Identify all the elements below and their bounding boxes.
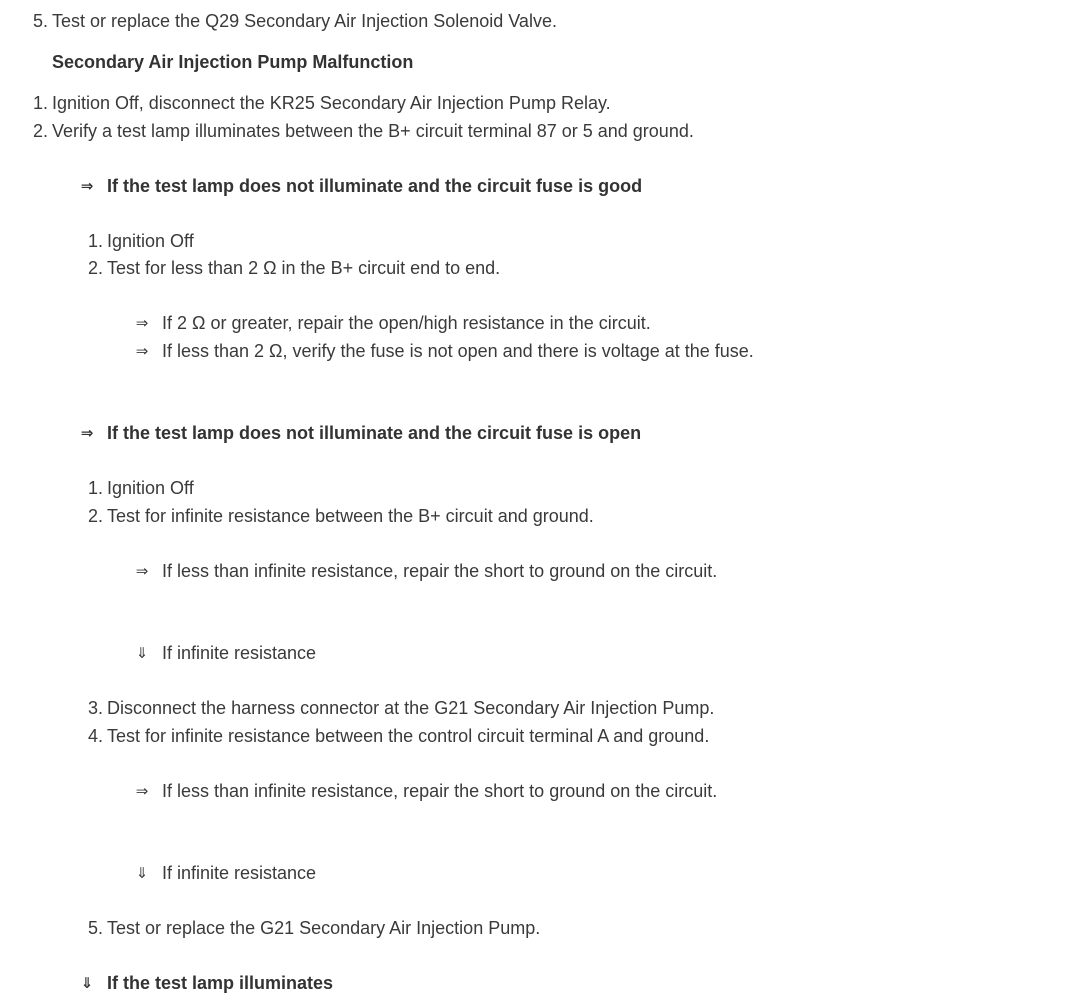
step-text: Verify a test lamp illuminates between the B+ circuit terminal 87 or 5 and ground. (52, 121, 694, 141)
down-arrow-icon: ⇓ (135, 644, 149, 662)
step-number: 3. (87, 698, 103, 718)
result-text: If less than infinite resistance, repair the short to ground on the circuit. (162, 781, 718, 801)
step-text: Disconnect the harness connector at the G21 Secondary Air Injection Pump. (107, 698, 715, 718)
right-arrow-icon: ⇒ (135, 314, 149, 332)
down-arrow-icon: ⇓ (80, 974, 94, 992)
down-arrow-icon: ⇓ (135, 864, 149, 882)
step-number: 5. (87, 918, 103, 938)
right-arrow-icon: ⇒ (135, 782, 149, 800)
step-number: 2. (32, 121, 48, 141)
section-heading: Secondary Air Injection Pump Malfunction (52, 52, 414, 72)
step-number: 4. (87, 726, 103, 746)
step-number: 1. (32, 93, 48, 113)
step-number: 1. (87, 231, 103, 251)
step-text: Test for infinite resistance between the B+ circuit and ground. (107, 506, 594, 526)
step-text: Ignition Off, disconnect the KR25 Secondary Air Injection Pump Relay. (52, 93, 611, 113)
branch-text: If the test lamp illuminates (107, 973, 334, 993)
step-number: 2. (87, 506, 103, 526)
step-text: Test or replace the Q29 Secondary Air Injection Solenoid Valve. (52, 11, 557, 31)
continue-text: If infinite resistance (162, 863, 317, 883)
right-arrow-icon: ⇒ (80, 177, 94, 195)
branch-text: If the test lamp does not illuminate and the circuit fuse is good (107, 176, 643, 196)
step-number: 1. (87, 478, 103, 498)
step-number: 2. (87, 258, 103, 278)
step-number: 5. (32, 11, 48, 31)
right-arrow-icon: ⇒ (135, 342, 149, 360)
right-arrow-icon: ⇒ (135, 562, 149, 580)
step-text: Ignition Off (107, 478, 194, 498)
step-text: Test or replace the G21 Secondary Air Injection Pump. (107, 918, 541, 938)
result-text: If less than infinite resistance, repair the short to ground on the circuit. (162, 561, 718, 581)
result-text: If 2 Ω or greater, repair the open/high resistance in the circuit. (162, 313, 651, 333)
branch-text: If the test lamp does not illuminate and the circuit fuse is open (107, 423, 642, 443)
result-text: If less than 2 Ω, verify the fuse is not open and there is voltage at the fuse. (162, 341, 754, 361)
step-text: Test for infinite resistance between the control circuit terminal A and ground. (107, 726, 710, 746)
step-text: Test for less than 2 Ω in the B+ circuit end to end. (107, 258, 501, 278)
right-arrow-icon: ⇒ (80, 424, 94, 442)
continue-text: If infinite resistance (162, 643, 317, 663)
step-text: Ignition Off (107, 231, 194, 251)
